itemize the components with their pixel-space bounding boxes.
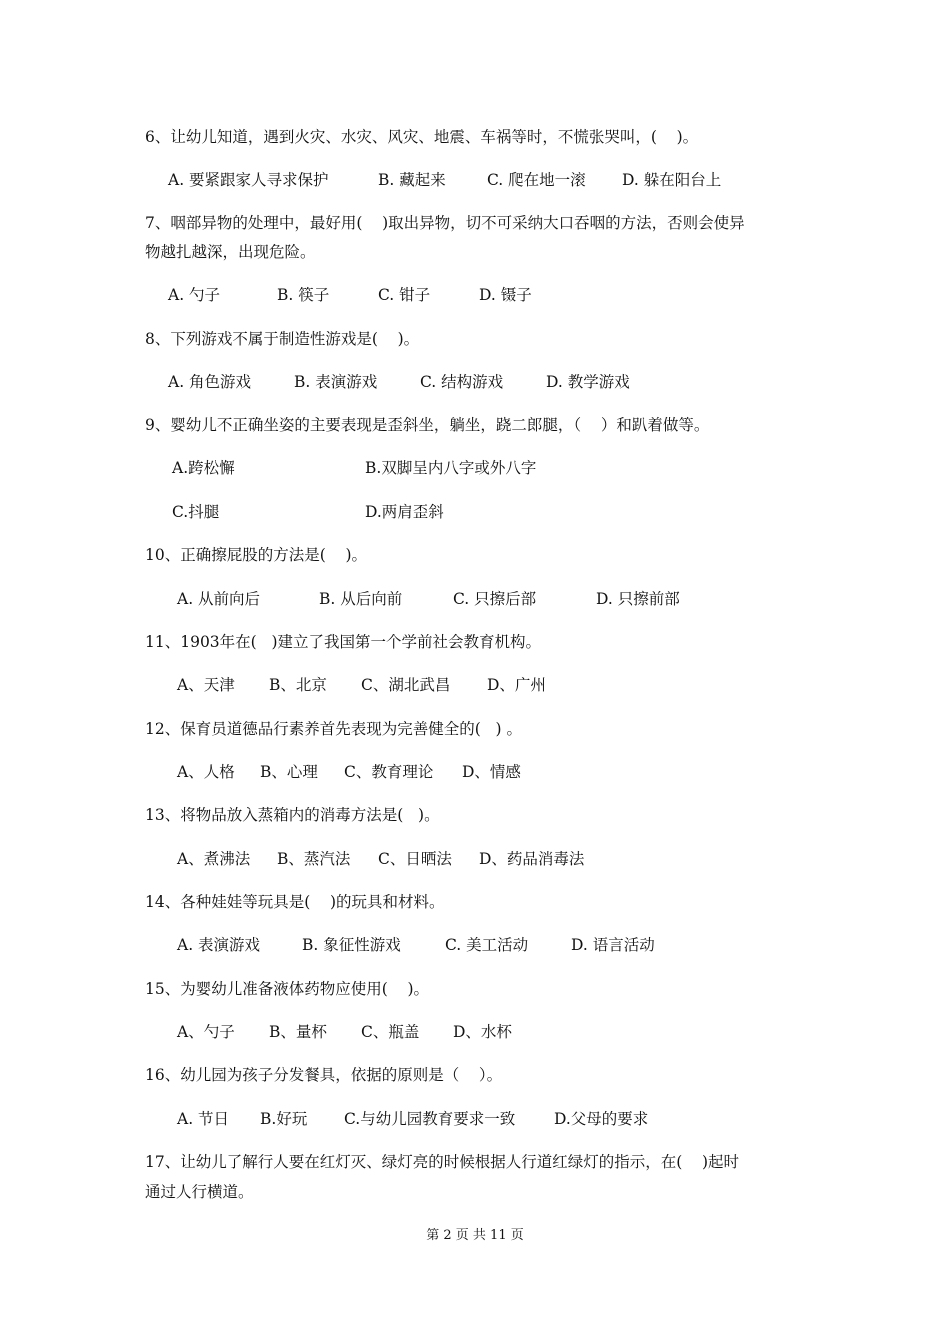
question-9-option-c: C.抖腿 [172,503,220,521]
question-10-option-d: D. 只擦前部 [596,590,680,608]
question-10-option-a: A. 从前向后 [177,590,261,608]
question-14-text: 14、各种娃娃等玩具是( )的玩具和材料。 [145,893,445,911]
question-15-text: 15、为婴幼儿准备液体药物应使用( )。 [145,980,430,998]
question-15-option-d: D、水杯 [453,1023,512,1041]
question-7-option-d: D. 镊子 [479,286,532,304]
question-12-option-d: D、情感 [462,763,521,781]
question-8-option-d: D. 教学游戏 [546,373,630,391]
question-8-option-c: C. 结构游戏 [420,373,504,391]
question-9-option-b: B.双脚呈内八字或外八字 [365,459,537,477]
question-16-option-d: D.父母的要求 [554,1110,649,1128]
question-13-text: 13、将物品放入蒸箱内的消毒方法是( )。 [145,806,440,824]
question-9-option-d: D.两肩歪斜 [365,503,444,521]
question-12-option-c: C、教育理论 [344,763,434,781]
question-14-option-d: D. 语言活动 [571,936,655,954]
question-7-option-b: B. 筷子 [277,286,330,304]
question-10-option-c: C. 只擦后部 [453,590,537,608]
question-6-option-b: B. 藏起来 [378,171,446,189]
question-12-text: 12、保育员道德品行素养首先表现为完善健全的( ) 。 [145,720,523,738]
question-8-option-a: A. 角色游戏 [168,373,252,391]
question-8-option-b: B. 表演游戏 [294,373,378,391]
question-16-option-a: A. 节日 [177,1110,230,1128]
question-9-option-a: A.跨松懈 [172,459,235,477]
question-14-option-c: C. 美工活动 [445,936,529,954]
question-14-option-a: A. 表演游戏 [177,936,261,954]
page-number-footer: 第 2 页 共 11 页 [426,1228,524,1243]
question-11-option-d: D、广州 [487,676,546,694]
question-13-option-c: C、日晒法 [378,850,452,868]
question-13-option-b: B、蒸汽法 [277,850,351,868]
question-7-option-a: A. 勺子 [168,286,221,304]
question-10-option-b: B. 从后向前 [319,590,403,608]
question-13-option-a: A、煮沸法 [177,850,251,868]
question-12-option-b: B、心理 [260,763,318,781]
question-7-option-c: C. 钳子 [378,286,431,304]
question-8-text: 8、下列游戏不属于制造性游戏是( )。 [145,330,420,348]
question-6-option-c: C. 爬在地一滚 [487,171,586,189]
question-6-option-a: A. 要紧跟家人寻求保护 [168,171,329,189]
question-15-option-b: B、量杯 [269,1023,327,1041]
question-7-text-line-2: 物越扎越深，出现危险。 [145,243,316,261]
question-15-option-a: A、勺子 [177,1023,235,1041]
question-16-text: 16、幼儿园为孩子分发餐具，依据的原则是（ ）。 [145,1066,503,1084]
question-11-option-b: B、北京 [269,676,327,694]
question-17-text-line-2: 通过人行横道。 [145,1183,254,1201]
question-11-option-a: A、天津 [177,676,235,694]
question-12-option-a: A、人格 [177,763,235,781]
question-9-text: 9、婴幼儿不正确坐姿的主要表现是歪斜坐，躺坐，跷二郎腿，（ ）和趴着做等。 [145,416,710,434]
question-15-option-c: C、瓶盖 [361,1023,420,1041]
question-6-text: 6、让幼儿知道，遇到火灾、水灾、风灾、地震、车祸等时，不慌张哭叫，( )。 [145,128,699,146]
question-11-option-c: C、湖北武昌 [361,676,451,694]
question-17-text-line-1: 17、让幼儿了解行人要在红灯灭、绿灯亮的时候根据人行道红绿灯的指示，在( )起时 [145,1153,740,1171]
question-14-option-b: B. 象征性游戏 [302,936,401,954]
question-7-text-line-1: 7、咽部异物的处理中，最好用( )取出异物，切不可采纳大口吞咽的方法，否则会使异 [145,214,745,232]
question-10-text: 10、正确擦屁股的方法是( )。 [145,546,368,564]
question-16-option-b: B.好玩 [260,1110,308,1128]
question-11-text: 11、1903年在( )建立了我国第一个学前社会教育机构。 [145,633,542,651]
question-16-option-c: C.与幼儿园教育要求一致 [344,1110,516,1128]
question-6-option-d: D. 躲在阳台上 [622,171,722,189]
question-13-option-d: D、药品消毒法 [479,850,585,868]
